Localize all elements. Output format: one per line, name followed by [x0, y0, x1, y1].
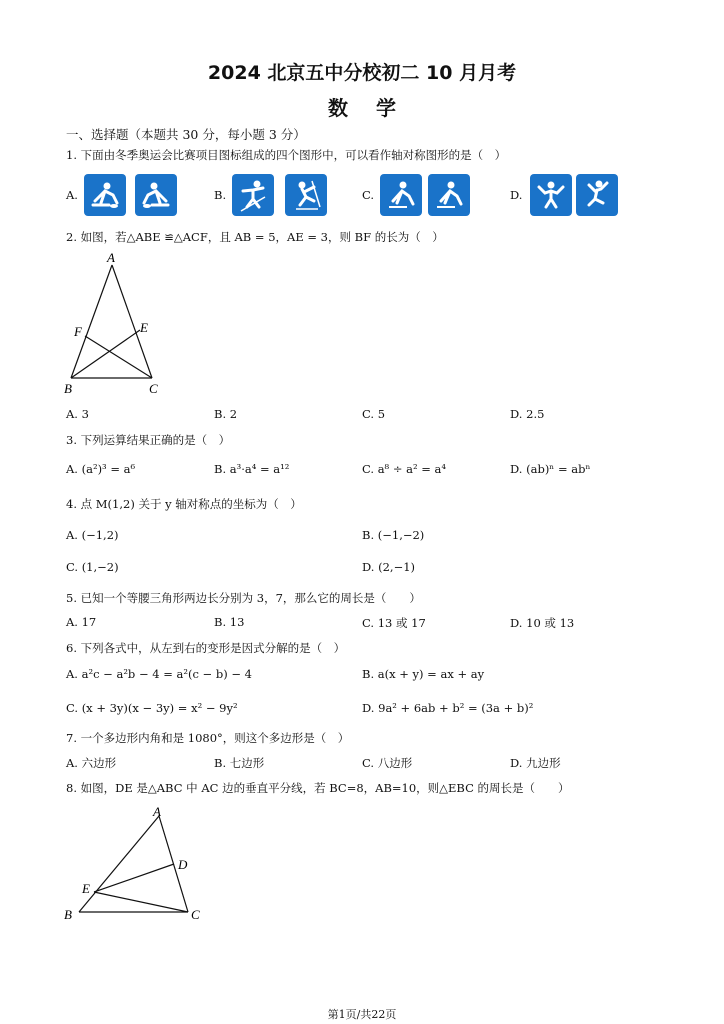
q8-label-e: E	[82, 881, 90, 896]
q4-option-a: A. (−1,2)	[66, 528, 119, 542]
q3-option-a: A. (a²)³ = a⁶	[66, 462, 136, 476]
question-6-stem: 6. 下列各式中，从左到右的变形是因式分解的是（ ）	[66, 641, 346, 655]
q2-label-a: A	[107, 250, 115, 265]
question-1-stem: 1. 下面由冬季奥运会比赛项目图标组成的四个图形中，可以看作轴对称图形的是（ ）	[66, 148, 507, 162]
q6-option-b: B. a(x + y) = ax + ay	[362, 667, 485, 681]
curling-icon-mirrored	[135, 174, 177, 216]
question-3-stem: 3. 下列运算结果正确的是（ ）	[66, 433, 231, 447]
q7-option-c: C. 八边形	[362, 756, 413, 770]
question-2-stem: 2. 如图，若△ABE ≌△ACF，且 AB = 5，AE = 3，则 BF 的长为（ ）	[66, 230, 444, 244]
q3-option-d: D. (ab)ⁿ = abⁿ	[510, 462, 591, 476]
question-7-stem: 7. 一个多边形内角和是 1080°，则这个多边形是（ ）	[66, 731, 350, 745]
q2-label-f: F	[74, 324, 82, 339]
q8-label-c: C	[191, 907, 200, 922]
subject-title: 数学	[328, 96, 424, 120]
q2-label-b: B	[64, 381, 72, 396]
question-4-stem: 4. 点 M(1,2) 关于 y 轴对称点的坐标为（ ）	[66, 497, 302, 511]
q5-option-d: D. 10 或 13	[510, 616, 575, 630]
skiing-icon	[232, 174, 274, 216]
q6-option-a: A. a²c − a²b − 4 = a²(c − b) − 4	[66, 667, 252, 681]
q7-option-d: D. 九边形	[510, 756, 561, 770]
q1-option-b-label: B.	[214, 188, 227, 202]
hockey-icon	[380, 174, 422, 216]
q2-label-e: E	[140, 320, 148, 335]
page-footer: 第1页/共22页	[327, 1008, 397, 1021]
q8-label-d: D	[178, 857, 188, 872]
q2-option-b: B. 2	[214, 407, 238, 421]
q5-option-b: B. 13	[214, 615, 245, 629]
q1-option-a-label: A.	[66, 188, 78, 202]
q2-option-a: A. 3	[66, 407, 89, 421]
q7-option-b: B. 七边形	[214, 756, 265, 770]
q4-option-b: B. (−1,−2)	[362, 528, 425, 542]
q2-option-d: D. 2.5	[510, 407, 545, 421]
q6-option-c: C. (x + 3y)(x − 3y) = x² − 9y²	[66, 701, 238, 715]
q8-triangle-figure	[60, 800, 220, 925]
skiing-icon-2	[285, 174, 327, 216]
q4-option-c: C. (1,−2)	[66, 560, 119, 574]
q3-option-b: B. a³·a⁴ = a¹²	[214, 462, 290, 476]
question-8-stem: 8. 如图，DE 是△ABC 中 AC 边的垂直平分线，若 BC=8，AB=10，则△EBC 的周长是（ ）	[66, 781, 570, 795]
q1-option-d-label: D.	[510, 188, 523, 202]
q2-option-c: C. 5	[362, 407, 386, 421]
q4-option-d: D. (2,−1)	[362, 560, 416, 574]
page-title: 2024 北京五中分校初二 10 月月考	[207, 62, 517, 84]
section-heading: 一、选择题（本题共 30 分，每小题 3 分）	[66, 127, 306, 142]
q1-option-c-label: C.	[362, 188, 375, 202]
q3-option-c: C. a⁸ ÷ a² = a⁴	[362, 462, 446, 476]
q2-triangle-figure	[60, 250, 170, 400]
question-5-stem: 5. 已知一个等腰三角形两边长分别为 3，7，那么它的周长是（ ）	[66, 591, 421, 605]
q8-label-b: B	[64, 907, 72, 922]
q6-option-d: D. 9a² + 6ab + b² = (3a + b)²	[362, 701, 534, 715]
figure-skating-icon-2	[576, 174, 618, 216]
figure-skating-icon	[530, 174, 572, 216]
q8-label-a: A	[153, 804, 161, 819]
q2-label-c: C	[149, 381, 158, 396]
q5-option-a: A. 17	[66, 615, 97, 629]
curling-icon	[84, 174, 126, 216]
hockey-icon-2	[428, 174, 470, 216]
q7-option-a: A. 六边形	[66, 756, 117, 770]
q5-option-c: C. 13 或 17	[362, 616, 426, 630]
